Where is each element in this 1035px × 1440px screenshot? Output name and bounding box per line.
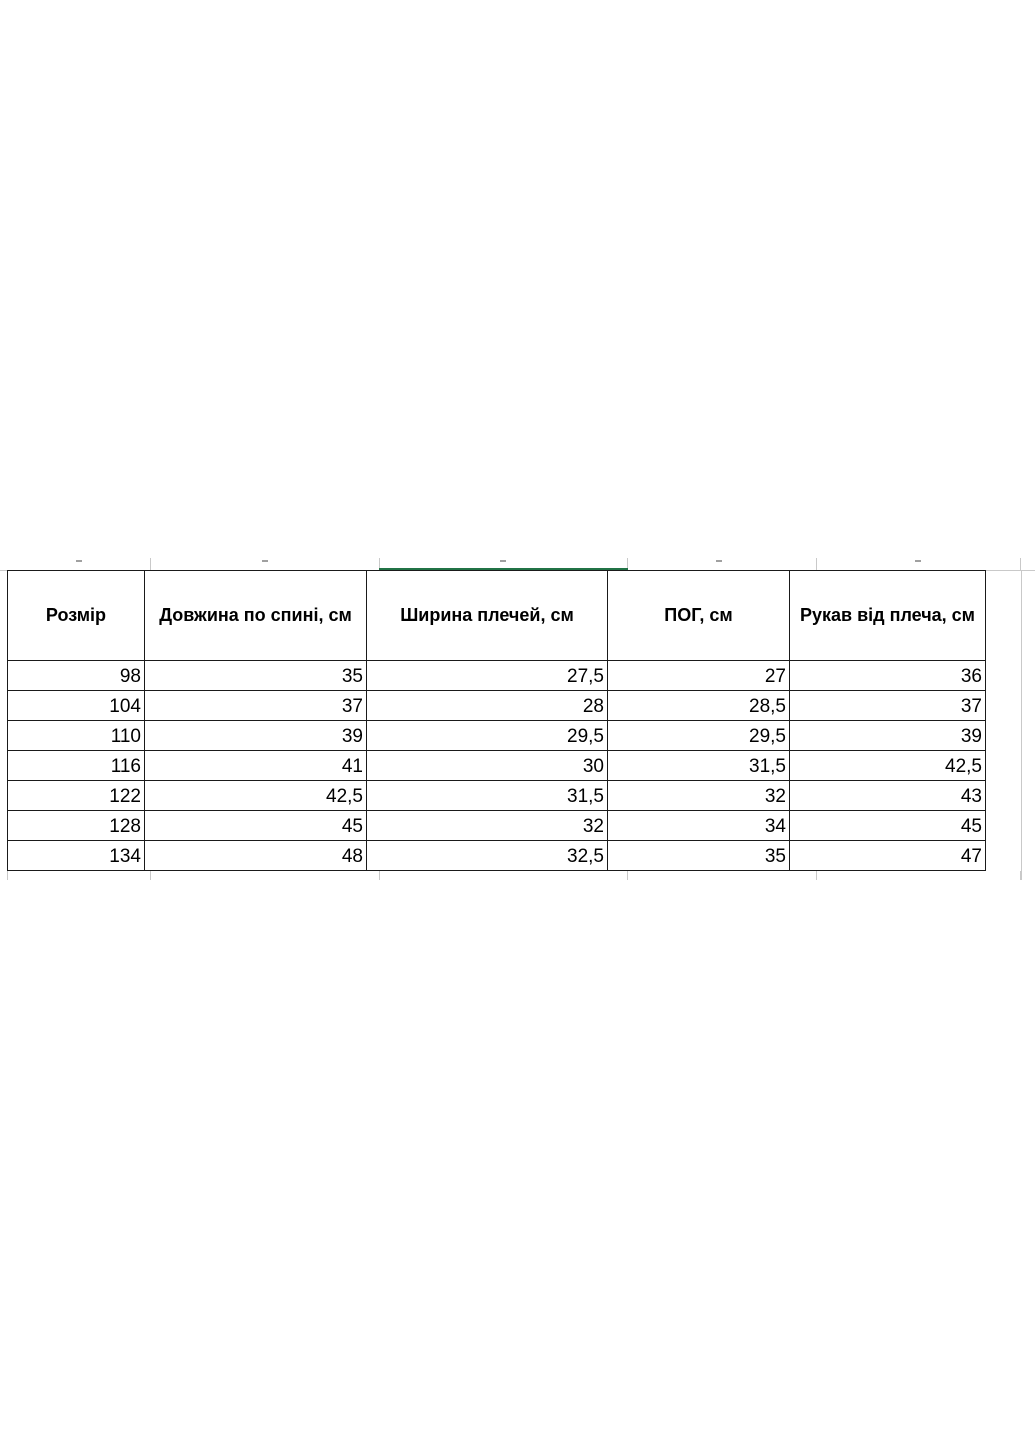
gridline <box>816 871 817 880</box>
table-row <box>8 751 986 781</box>
table-row <box>8 841 986 871</box>
column-letter-fragment <box>262 560 268 562</box>
table-row <box>8 811 986 841</box>
size-chart-table <box>7 570 986 871</box>
cell-sleeve-length[interactable]: 36 <box>790 661 986 691</box>
header-row <box>8 571 986 661</box>
cell-chest-half-girth[interactable]: 27 <box>608 661 790 691</box>
cell-chest-half-girth[interactable]: 32 <box>608 781 790 811</box>
spreadsheet-view <box>0 558 1035 880</box>
header-size[interactable]: Розмір <box>8 571 145 661</box>
column-letter-fragment <box>716 560 722 562</box>
column-letter-fragment <box>500 560 506 562</box>
next-column-area <box>1021 570 1035 880</box>
column-divider <box>816 558 817 570</box>
column-letter-fragment <box>915 560 921 562</box>
cell-back-length[interactable]: 41 <box>145 751 367 781</box>
cell-shoulder-width[interactable]: 32 <box>367 811 608 841</box>
table-row <box>8 691 986 721</box>
table-row <box>8 661 986 691</box>
cell-back-length[interactable]: 45 <box>145 811 367 841</box>
header-back-length[interactable]: Довжина по спині, см <box>145 571 367 661</box>
cell-back-length[interactable]: 48 <box>145 841 367 871</box>
cell-shoulder-width[interactable]: 27,5 <box>367 661 608 691</box>
cell-size[interactable]: 98 <box>8 661 145 691</box>
cell-back-length[interactable]: 39 <box>145 721 367 751</box>
cell-shoulder-width[interactable]: 28 <box>367 691 608 721</box>
cell-back-length[interactable]: 42,5 <box>145 781 367 811</box>
cell-chest-half-girth[interactable]: 29,5 <box>608 721 790 751</box>
cell-shoulder-width[interactable]: 30 <box>367 751 608 781</box>
cell-chest-half-girth[interactable]: 31,5 <box>608 751 790 781</box>
cell-shoulder-width[interactable]: 32,5 <box>367 841 608 871</box>
cell-sleeve-length[interactable]: 42,5 <box>790 751 986 781</box>
table-row <box>8 721 986 751</box>
cell-sleeve-length[interactable]: 43 <box>790 781 986 811</box>
cell-size[interactable]: 110 <box>8 721 145 751</box>
table-row <box>8 781 986 811</box>
cell-back-length[interactable]: 37 <box>145 691 367 721</box>
gridline <box>627 871 628 880</box>
next-row-gridlines <box>7 871 1021 880</box>
cell-size[interactable]: 116 <box>8 751 145 781</box>
cell-size[interactable]: 128 <box>8 811 145 841</box>
header-sleeve-length[interactable]: Рукав від плеча, см <box>790 571 986 661</box>
header-shoulder-width[interactable]: Ширина плечей, см <box>367 571 608 661</box>
column-letter-fragment <box>76 560 82 562</box>
cell-chest-half-girth[interactable]: 35 <box>608 841 790 871</box>
cell-size[interactable]: 104 <box>8 691 145 721</box>
header-chest-half-girth[interactable]: ПОГ, см <box>608 571 790 661</box>
column-divider <box>150 558 151 570</box>
cell-back-length[interactable]: 35 <box>145 661 367 691</box>
cell-size[interactable]: 134 <box>8 841 145 871</box>
column-divider <box>1020 558 1021 570</box>
cell-sleeve-length[interactable]: 45 <box>790 811 986 841</box>
cell-sleeve-length[interactable]: 37 <box>790 691 986 721</box>
gridline <box>150 871 151 880</box>
cell-chest-half-girth[interactable]: 34 <box>608 811 790 841</box>
cell-sleeve-length[interactable]: 39 <box>790 721 986 751</box>
cell-shoulder-width[interactable]: 29,5 <box>367 721 608 751</box>
gridline <box>379 871 380 880</box>
cell-size[interactable]: 122 <box>8 781 145 811</box>
cell-shoulder-width[interactable]: 31,5 <box>367 781 608 811</box>
cell-sleeve-length[interactable]: 47 <box>790 841 986 871</box>
cell-chest-half-girth[interactable]: 28,5 <box>608 691 790 721</box>
